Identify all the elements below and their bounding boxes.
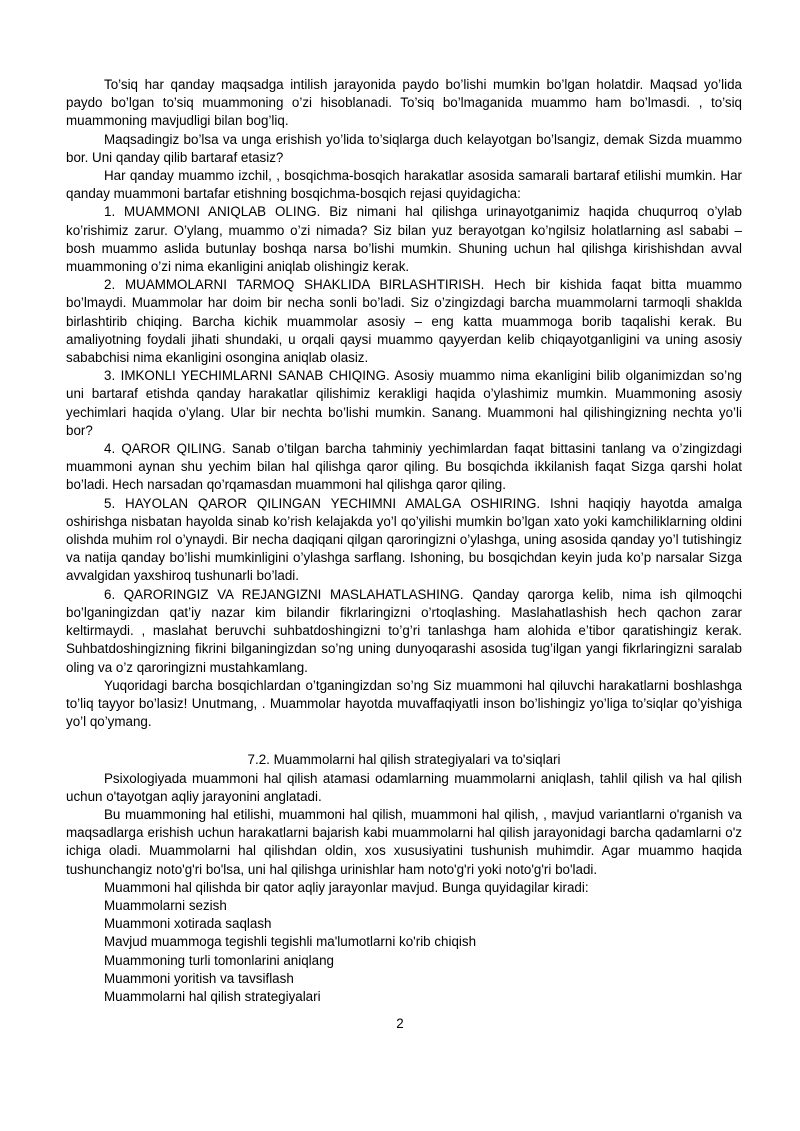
spacer xyxy=(66,731,742,751)
step-paragraph-5: 5. HAYOLAN QAROR QILINGAN YECHIMNI AMALGA OSHIRING. Ishni haqiqiy hayotda amalga oshirishga nisbatan hayolda sinab ko’rish kelajakda yo’l qo’yilishi mumkin bo’lgan xato yoki kamchiliklarning oldini olishda muhim rol o’ynaydi. Bir necha daqiqani qilgan qaroringizni o’ylashga, uning asosida qanday yo’l tutishingiz va natija qanday bo’lishi mumkinligini o’ylashga sarflang. Ishoning, bu bosqichdan keyin juda ko’p narsalar Sizga avvalgidan yaxshiroq tushunarli bo’ladi. xyxy=(66,495,742,584)
paragraph: Muammoni hal qilishda bir qator aqliy jarayonlar mavjud. Bunga quyidagilar kiradi: xyxy=(104,879,589,895)
paragraph: Har qanday muammo izchil, , bosqichma-bosqich harakatlar asosida samarali bartaraf etilishi mumkin. Har qanday muammoni bartafar etishning bosqichma-bosqich rejasi quyidagicha: xyxy=(66,168,742,202)
step-paragraph-6: 6. QARORINGIZ VA REJANGIZNI MASLAHATLASHING. Qanday qarorga kelib, nima ish qilmoqchi bo’lganingizdan qat’iy nazar kim bilandir fikrlaringizni o’rtoqlashing. Maslahatlashish hech qachon zarar keltirmaydi. , maslahat beruvchi suhbatdoshingizni to’g’ri tanlashga ham alohida e’tibor qaratishingiz kerak. Suhbatdoshingizning fikrini bilganingizdan so’ng uning dunyoqarashi asosida tug’ilgan yangi fikrlaringizni saralab oling va o’z qaroringizni mustahkamlang. xyxy=(66,586,742,675)
section-heading: 7.2. Muammolarni hal qilish strategiyalari va to'siqlari xyxy=(247,752,561,768)
paragraph: Psixologiyada muammoni hal qilish atamasi odamlarning muammolarni aniqlash, tahlil qilish va hal qilish uchun o'tayotgan aqliy jarayonini anglatadi. xyxy=(66,770,742,804)
list-item: Muammoni yoritish va tavsiflash xyxy=(104,970,294,986)
page-number: 2 xyxy=(396,1016,404,1031)
paragraph: Bu muammoning hal etilishi, muammoni hal qilish, muammoni hal qilish, , mavjud variantlarni o'rganish va maqsadlarga erishish uchun harakatlarni bajarish kabi muammolarni hal qilish jarayonidagi barcha qadamlarni o'z ichiga oladi. Muammolarni hal qilishdan oldin, xos xususiyatini tushunish muhimdir. Agar muammo haqida tushunchangiz noto'g'ri bo'lsa, uni hal qilishga urinishlar ham noto'g'ri yoki noto'g'ri bo'ladi. xyxy=(66,806,742,877)
paragraph: Maqsadingiz bo’lsa va unga erishish yo’lida to’siqlarga duch kelayotgan bo’lsangiz, demak Sizda muammo bor. Uni qanday qilib bartaraf etasiz? xyxy=(66,131,742,165)
step-paragraph-2: 2. MUAMMOLARNI TARMOQ SHAKLIDA BIRLASHTIRISH. Hech bir kishida faqat bitta muammo bo’lmaydi. Muammolar har doim bir necha sonli bo’ladi. Siz o’zingizdagi barcha muammolarni tarmoqli shaklda birlashtirib chiqing. Barcha kichik muammolar asosiy – eng katta muammoga borib taqalishi kerak. Bu amaliyotning foydali jihati shundaki, u orqali qaysi muammo qayyerdan kelib chiqayotganligini va uning asosiy sababchisi nima ekanligini osongina aniqlab olasiz. xyxy=(66,277,742,366)
paragraph: Yuqoridagi barcha bosqichlardan o’tganingizdan so’ng Siz muammoni hal qiluvchi harakatlarni boshlashga to’liq tayyor bo’lasiz! Unutmang, . Muammolar hayotda muvaffaqiyatli inson bo’lishingiz yo’liga to’siqlar qo’yishiga yo’l qo’ymang. xyxy=(66,677,742,730)
step-paragraph-3: 3. IMKONLI YECHIMLARNI SANAB CHIQING. Asosiy muammo nima ekanligini bilib olganimizdan so’ng uni bartaraf etishda qanday harakatlar qilishimiz kerakligi haqida o’ylashimiz mumkin. Muammoning asosiy yechimlari haqida o’ylang. Ular bir nechta bo’lishi mumkin. Sanang. Muammoni hal qilishingizning nechta yo’li bor? xyxy=(66,368,742,438)
step-paragraph-1: 1. MUAMMONI ANIQLAB OLING. Biz nimani hal qilishga urinayotganimiz haqida chuqurroq o’ylab ko’rishimiz zarur. O’ylang, muammo o’zi nimada? Siz bilan yuz berayotgan ko’ngilsiz holatlarning asl sababi – bosh muammo aslida butunlay boshqa narsa bo’lishi mumkin. Shuning uchun hal qilishga kirishishdan avval muammoning o’zi nima ekanligini aniqlab olishingiz kerak. xyxy=(66,204,742,275)
list-item: Muammoning turli tomonlarini aniqlang xyxy=(104,952,334,968)
list-item: Muammoni xotirada saqlash xyxy=(104,916,272,932)
list-item: Mavjud muammoga tegishli tegishli ma'lumotlarni ko'rib chiqish xyxy=(104,934,477,950)
step-paragraph-4: 4. QAROR QILING. Sanab o’tilgan barcha tahminiy yechimlardan faqat bittasini tanlang va o’zingizdagi muammoni aynan shu yechim bilan hal qilishga qaror qiling. Bu bosqichda ikkilanish faqat Sizga qarshi holat bo’ladi. Hech narsadan qo’rqamasdan muammoni hal qilishga qaror qiling. xyxy=(66,441,742,493)
list-item: Muammolarni hal qilish strategiyalari xyxy=(104,988,321,1004)
paragraph: To’siq har qanday maqsadga intilish jarayonida paydo bo’lishi mumkin bo’lgan holatdir. Maqsad yo’lida paydo bo’lgan to’siq muammoning o’zi hisoblanadi. To’siq bo’lmaganida muammo ham bo’lmasdi. , to’siq muammoning mavjudligi bilan bog’liq. xyxy=(66,77,742,129)
document-page xyxy=(66,76,742,1006)
list-item: Muammolarni sezish xyxy=(104,897,227,913)
